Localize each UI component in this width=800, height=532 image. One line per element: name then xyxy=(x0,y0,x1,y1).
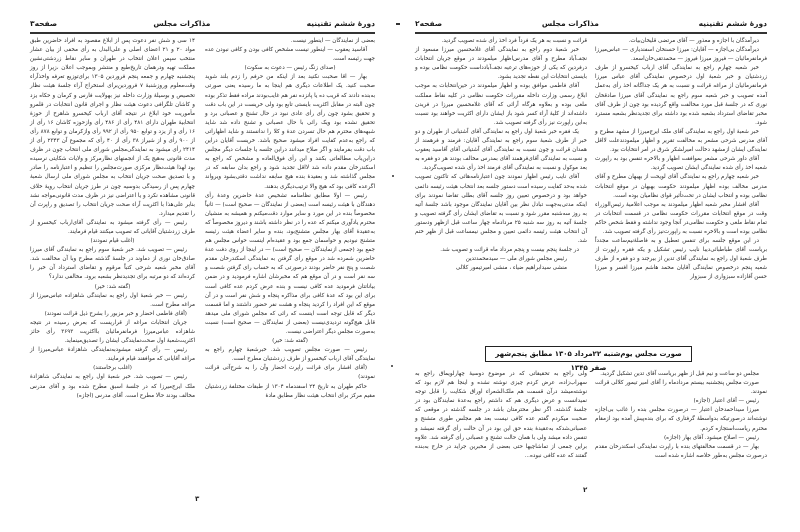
paragraph: دیرآمدگان بی‌اجازه — آقایان: میرزا حسنخان اسفندیاری — عباس‌میرزا فرمانفرمائیان — فیروز میرزا فیروز — محمدتقی‌خان‌اسعد. xyxy=(595,47,767,63)
paragraph: دیرآمدگان با اجازه و معذور — آقای مرتضی قلیخان‌بیات. xyxy=(628,38,759,44)
paragraph: رئیس — اصلاح میشود. آقای بهار (اجازه) xyxy=(664,434,759,441)
header-proceedings-title: مذاکرات مجلس xyxy=(541,18,599,28)
paragraph: رئیس — آقای اعتبار (اجازه) xyxy=(693,398,759,405)
stage-direction: (صدای زنگ رئیس — دعوت به سکوت) xyxy=(244,65,336,72)
paragraph: جریان انتخابات مراغه از قراریست که بعرض رسیده در نتیجه شاهزاده عباس‌میرزا فرمانفرمائیان بااکثریت ۳۶۹۳ رأی حائز اکثریت‌شعبهٔ اول صحت‌نمایندگی ایشان را تصدیق‌مینماید. xyxy=(30,319,195,345)
header-rule xyxy=(415,32,767,34)
stage-direction: (آقای افشار برای قرائت راپرت احضار وآن را به شرح‌آتی قرائت نمودند) xyxy=(205,365,375,381)
page-folio: ۳ xyxy=(195,495,200,503)
president-signature: رئیس مجلس شورای ملی — سیدمحمدتدین xyxy=(465,256,567,263)
right-page-lower-right-column xyxy=(595,370,767,461)
right-page-left-column xyxy=(415,37,587,273)
paragraph: خبر شعبهٔ اول راجع به نمایندگی آقای ملک ایرج‌میرزا از مشهد مطرح و آقای مدرس شرحی مشعر به مخالفت تقریر و اظهار میلمودند‌علت لااقل نمایندگی ایشان ازمشهد دخالت امیرلشکر شرق در امر انتخابات بود. xyxy=(595,128,767,154)
paragraph: حاکم طهران به تاریخ ۲۴ اسفندماه ۱۳۰۴ از طبقات مختلفهٔ زردشتیان مقیم مرکز برای انتخاب هیئت نظار مطابق مادهٔ xyxy=(205,383,375,399)
paragraph: رئیس — تصویب شد. خبر شعبهٔ اول راجع به نمایندگی شاهزادهٔ ملک ایرج‌میرزا که در جلسهٔ اسبق مطرح شده بود و آقای مدرس مخالف بودند حالا مطرح است. آقای مدرس (اجازه) xyxy=(30,374,195,399)
paragraph: ولی راجع به تحقیقاتی که در موضوع دوسیهٔ چهارلویماق راجع به سهراب‌زاده، عرض کردم چیزی نوشته نشده و اینجا هم لازم بود که نوشته‌میشد درآن قسمت هم ملک‌الشعراء اوراق شکایت را قابل توجه نمیدانست و عرض دیگری هم که داشتم راجع به‌عدهٔ نمایندگان بود در جلسهٔ گذشته. اگر نظر محترمتان باشد در جلسه گذشته در موقعی که صحبت میکردم گفتم عده کافی نیست بعد هم مجلس طوری متشنج و عصبانی‌شد‌که به‌عقیدهٔ بنده حق این بود در آن حالت رأی گرفته نمیشد و تنفس داده میشد ولی با همان حالت تشنج و عصبانی رأی گرفته شد. علاوه براین جمعی از تماشاچیها حتی بعضی از مخبرین جراید در خارج به‌بنده گفتند که عده کافی نبوده... xyxy=(415,371,587,459)
paragraph: آقای افشار مخبر شعبه اظهار میلمودند به موجب اعلامیهٔ رئیس‌الوزراء وقت در موقع انتخابات مقررات حکومت نظامی در قسمت انتخابات در تمام نقاط ملغی و حکومت نظامی‌در آنجا وجود نداشته و فقط شخص حاکم نظامی بوده است و بالاخره نسبت به راپورت‌نیز رأی گرفته تصویب شد. xyxy=(595,201,767,235)
header-proceedings-title: مذاکرات مجلس xyxy=(153,18,211,28)
header-journal-title: دورهٔ ششم تقنینیه xyxy=(306,18,375,28)
stage-direction: (گفته شد: خیر) xyxy=(94,283,131,290)
header-page-number: صفحه‌۲ xyxy=(415,18,443,28)
stage-direction: (اغلب برخاستند) xyxy=(93,365,132,372)
paragraph: بهار — اقا صحبت نکنید بعد از اینکه من حرفم را زدم بلند شوید صحبت کنید. یک اطلاعات دیگری هم اینجا به ما رسیده یعنی صورتی به‌بنده دادند که قریب ده یا پانزده نفر هم غایب‌بودند مراده فقط تذکر بوده چون البته در مقابل اکثریت بایستی تابع بود ولی خریست در این باب دقت و تحقیق بشود چون رأی رأی عادی نبود در حال تشنج و عصبانی برد و تحقیق نشده بود ویک رائی با حال عصبانی و تشنج داده شد شاید شبهه‌های محترم هم حال تسردن عدهٔ و کلا را ندانستند و شاید اظهاراتی که راجع به‌عدم کفایت افراد میشود صحیح باشد. خریست آقایان دراین باب دقت بفرمایند و اگر صلاح میدانند دراین جلسه یا جلسات دیگر مجلس دراین‌باب مطالعاتی بکنند و این رأی فوق‌العاده و مشخص که راجع به اسکندرخان مقدم داده شد لااقل تجدید شود و راجع بدان سابقه که در مجلس گذاشته شد و بعقیدهٔ بنده هیچ سابقه نداشت دقتی‌بشود ویرواند اگرعده کافی بود که هیچ والا ترتیب‌دیگری بدهند. xyxy=(205,74,375,190)
paragraph: آقای فاطمی موافق بوده و اظهار میلمودند در حین‌انتخابات به موجب ابلاغ رسمی وزارت داخله مقررات حکومت نظامی در کلیه نقاط مملکت ملغی بوده و بعلاوه هرگاه آرائی که آقای غلامحسین میرزا در فریدن داشته‌اند از کلیهٔ آراء کسر شود باز ایشان دارای اکثریت خواهند بود نسبت به‌این راپورت نیز رأی گرفته تصویب شد. xyxy=(415,83,587,126)
paragraph: در این موقع جلسه برای تنفس تعطیل و به فاصلهٔ‌نیم‌ساعت مجدداً بریاست آقای طباطبائی‌دیبا نایب رئیس تشکیل و یکه فقره راپورت از طرف شعبهٔ اول راجع به نمایندگی آقای تدین از بیرجند و دو فقره از طرف شعبه پنجم درخصوص نمایندگی آقایان محمد هاشم میرزا افسر و میرزا حسن آقازاده سبزواری از سبزوار xyxy=(595,238,767,281)
stage-direction: (آقای فاطمی احضار و خبر مزبور را بشرح ذیل قرائت نمودند) xyxy=(44,310,187,317)
stage-direction: (گفته شد: خیر) xyxy=(272,338,308,345)
paragraph: رئیس — تصویب شد. خبر شعبهٔ سوم راجع به نمایندگی آقای میرزا صادق‌خان نوری از دماوند در جلسهٔ گذشته مطرح وبا آن مخالفت شد. آقای مخبر شعبه شرحی کتباً مرقوم و تقاضای استرداد آن خبر را کرده‌اند که دو مرتبه برای تجدیدنظر بشعبه برود. مخالفی ندارد؟ xyxy=(30,247,195,281)
header-page-number: صفحه‌۳ xyxy=(30,18,58,28)
right-page-right-column xyxy=(595,37,767,283)
paragraph: ۱۴ سی و شش نفر دعوت پس از ابلاغ مقصود به افراد حاضرین طبق مواد ۲۰ و ۲۱ اعضای اصلی و علی‌البدل به رأی مخفی از بیان عشار منتخب سپس اعلان انتخاب در طهران و سایر نقاط زردشتی‌نشین مملکت تهیه ودرهمان تاریخ‌طبع و منتشر و‌بموجب اعلان ،زیرا از روز پنجشنبه چهارم و جمعه پنجم فروردین ۱۳۰۵ برای‌توزیع تعرفه واخذآراء وقت‌معلوم وروزشنبهٔ ۷ فروردین‌برای استخراج آراء جلسهٔ هیئت نظار تخصیص و بوسیلهٔ وزارت داخله نیز بهولایت فارس و کرمان و حکاه یزد و کاشان تلگرافی دعوت هیئت نظار و اجرای قانون انتخابات در قلمرو مأموریت خود ابلاغ در نتیجه آقای ارباب کیخسرو شاهرخ از حوزهٔ انتخابیهٔ طهران دارای ۴۸۱ رأی از ۴۸۶ رأی وازحوزه کاشان ۱۶ رأی از ۱۶ رأی و از یزد و توابع ۹۵۰ رأی از ۹۹۲ رأی واز‌کرمان و توابع ۸۷۸ رأی از ۹۰۰ رأی و از شیراز ۳۸ رأی از ۴۰ رأی که مجموع آن ۲۳۴۳ رأی از ۲۴۱۴ رأی میشود به نمایندگی‌مجلس شورای ملی انتخاب چون در ظرف مدت قانونی به‌هیچ یک از انجمنهای نظارمرکز و ولایات شکایتی نرسیده بود لهذا هیئت‌نظار مرکزی صورت‌مجلس را تنظیم و اعتبارنامه را صادر و با تصدیق صحت جریان انتخاب به مجلس شورای ملی ارسال شعبهٔ چهارم پس از رسیدگی بدوسیه چون در طرز جریان انتخاب رویهٔ خلاف قانونی مشاهده نکرد و یا اعتراضی نیز در ظرف مدت قانونی‌مواجه نشد بنابر علی‌هذا با اکثریت آراء صحت جریان انتخاب را تصدیق و راپرت آن را تقدیم میدارد. xyxy=(30,38,196,217)
margin-mark xyxy=(391,365,393,367)
right-page xyxy=(400,0,800,532)
right-page-header xyxy=(415,16,767,30)
session-title-box: صورت مجلس یوم‌شنبه ۲۲مرداد ۱۳۰۵ مطابق پنجم‌شهر صفر ۱۳۴۵ xyxy=(485,346,692,362)
paragraph: مجلس دو ساعت و نیم قبل از ظهر بریاست آقای تدین تشکیل گردید. xyxy=(600,371,759,377)
paragraph: بعضی از نمایندگان — اینطور نیست. xyxy=(290,38,375,44)
header-rule xyxy=(30,32,375,34)
paragraph: خبر شعبهٔ دوم راجع به نمایندگی آقای غلامحسین میرزا مسعود از نجف‌آباد مطرح و آقای مدرس‌اظهار میلمودند در موقع جریان انتخابات درفردین که یکی از حوزه‌های ترعیه نجف‌آبادداست حکومت نظامی بوده و بایستی انتخابات این نقطه تجدید بشود. xyxy=(415,47,587,81)
page-folio: ۲ xyxy=(583,486,588,494)
paragraph: میرزا سیداحمدخان اعتبار — درصورت مجلس بنده را غائب بی‌اجازه نوشته‌اند درصورتیکه بدواسطهٔ گرفتاری که برای بنده‌پیش آمده بود ازمقام محترم ریاست‌استجازه کردم. xyxy=(595,407,767,432)
paragraph: یک فقره خبر شعبهٔ اول راجع به نمایندگی آقای آشتیانی از طهران و دو خبر از طرف شعبهٔ سوم راجع به نمایندگی آقایان: فرمند و فرهمند از همدان قرائت و چون نسبت به نمایندگی آقای آشتیانی آقای آقاسید یعقوب و نسبت به نمایندگی آقای‌فرهمند آقای بمدرس مخالف بودند هر دو فقره به بعد موکول و نسبت به نمایندگی آقای فرمند اخذ رأی شده تصویب‌گردید. xyxy=(415,128,587,172)
paragraph: بهار — در قسمت مخالفتهای بنده با راپرت نمایندگی اسکندرخان مقدم درصورت مجلس به‌طور خلاصه اشاره شده است xyxy=(595,443,767,459)
margin-mark xyxy=(392,175,394,177)
paragraph: رئیس — خبر شعبهٔ اول راجع به نمایندگی شاهزاده عباس‌میرزا از مراغه مطرح است. xyxy=(30,292,195,308)
paragraph: رئیس — رأی گرفته میشودبه‌نمایندگی شاهزادهٔ عباس‌میرزا از مراغه آقایانی که موافقند قیام فرمایند. xyxy=(30,347,195,363)
paragraph: آقاسید یعقوب — اینطور نیست مشخص کافی بودن و کافی نبودن عده جهت رئیسه است. xyxy=(205,47,375,63)
stage-direction: (اغلب قیام نمودند) xyxy=(90,238,135,245)
paragraph: رئیس — رأی گرفته میشود به نمایندگی آقای‌ارباب کیخسرو از طرف زردشتیان آقایانی که تصویب میکنند قیام فرمایند. xyxy=(30,219,195,235)
right-page-lower-left-column xyxy=(415,370,587,461)
left-page-left-column xyxy=(30,37,195,401)
paragraph: خبر شعبه چهارم راجع به نمایندگی آقای ارباب کیخسرو از طرف زردشتیان و خبر شعبهٔ اول درخصوص نمایندگی آقای عباس میرزا فرمانفرمائیان از مراغه قرائت و نسبت به هر یک جداگانه اخذ رأی به‌عمل آمده تصویب و خبر شعبه سوم راجع به نمایندگی آقای میرزا صادقخان نوری که در جلسهٔ قبل مورد مخالفت واقع گردیده بود چون از طرف آقای مخبر تقاضای استرداد بشعبه شده بود داشته برای تجدیدنظر بشعبه مسترد شود. xyxy=(595,65,767,126)
paragraph: آقای داور شرحی مشعر بموافقت اظهار و بالاخره تنفس بود به راپورت شعبه اخذ رأی شده نمایندگی ایشان تصویب گردید. xyxy=(595,156,767,172)
paragraph: در جلسهٔ پنجم بیست و پنجم مرداد ماه قرائت و تصویب شد. xyxy=(440,247,579,254)
secretaries-signature: منشی سیدابراهیم ضیاء ، منشی امیرتیمور کلالی xyxy=(455,265,567,272)
paragraph: آقای نایب رئیس اظهار نمودند چون اعتبارنامه‌هائی که تا‌کنون تصویب شده به‌حد کفایت رسیده است دستور جلسه بعد انتخاب هیئت رئیسه دائمی خواهد بود و درخصوص تعیین روز جلسه آقای بطلی تقاضا نمودند برای اینکه مدتی‌به‌جهت تبادل نظر بین آقایان نمایندگان موجود باشد جلسهٔ آتیه به روز سه‌شنبه مقرر شود و نسبت به تقاضای ایشان رأی گرفته تصویب و جلسهٔ آتیه به روز سه شنبه ۲۵ مرداد‌ماه چهار ساعت قبل ازظهر ودستور آن انتخاب هیئت رئیسه دائمی تعیین و مجلس نیمساعت قبل از ظهر ختم شد. xyxy=(415,174,587,245)
paragraph: رئیس — اولا مطابق نظامنامه تشخیص عدهٔ حاضرین وعدهٔ رأی دهندگان با هیئت رئیسه است (بعضی از نمایندگان — صحیح است) — ثانیاً مخصوصاً بنده در این مورد و سایر موارد دقت‌میکنم و همیشه به منشیان محترم یادآوری میکنم که عده را در نظر داشته باشند و دیروز مخصوصاً که به‌عقیدهٔ آقای بهار مجلس متشنج‌بود، بنده و سایر اعضاء هیئت رئیسه متشنج نبودیم و حواسمان جمع بود و عقیده‌ام اینست حواس مجلس هم جمع بود (جمعی ازنمایندگان — صحیح است) — در اینجا از روی دفت عدهٔ حاضرین شمرده شد در موقع رأی گرفتن به نمایندگی اسکندرخان مقدم شصت و پنج نفر حاضر بودند درصورتی که به حساب رای گرفتن شصت و سه نفر است و در آن موقع هم که مخبرشان اشاره فرمودید و در ضمن بیاناتتان فرمودید عده کافی نیست و بنده عرض کردم عده کافی است برای این بود که عدهٔ کافی برای مذاکره پنجاه و شش نفر است و در آن موقع که این افراد را کردید پنجاه و هشت نفر حضور داشتند و اما قسمت دیگر که قابل توجه است اینست که رائی که مجلس شورای ملی میدهد قابل هیچ‌گونه تردیدی‌نیست (بعضی از نمایندگان — صحیح است) نسبت به‌صورت مجلس دیگر اعتراضی نیست. xyxy=(205,192,375,335)
paragraph: خبر شعبه چهارم راجع به نمایندگی آقای لویحت از بهبهان مطرح و آقای مدرس مخالف بوده اظهار میلمودند حکومت بهبهان در موقع انتخابات نظامی بوده و انتخاب ایشان در تحت‌تأثیر قوای نظامیان بوده است. xyxy=(595,174,767,199)
left-page-right-column xyxy=(205,37,375,401)
paragraph: رئیس — صورت مجلس تصویب شد. خبرشعبهٔ چهارم راجع به نمایندگی آقای ارباب کیخسرو از طرف زردشتیان مطرح است. xyxy=(205,347,375,363)
left-page-header xyxy=(30,16,375,30)
paragraph: صورت مجلس پنجشنبه بیستم مردادماه را آقای امیر تیمور کلالی قرائت نمودند. xyxy=(595,380,767,396)
paragraph: قرائت و نسبت به هر یک فرداً فرد اخذ رأی شده تصویب گردید. xyxy=(441,38,587,44)
header-journal-title: دورهٔ ششم تقنینیه xyxy=(698,18,767,28)
